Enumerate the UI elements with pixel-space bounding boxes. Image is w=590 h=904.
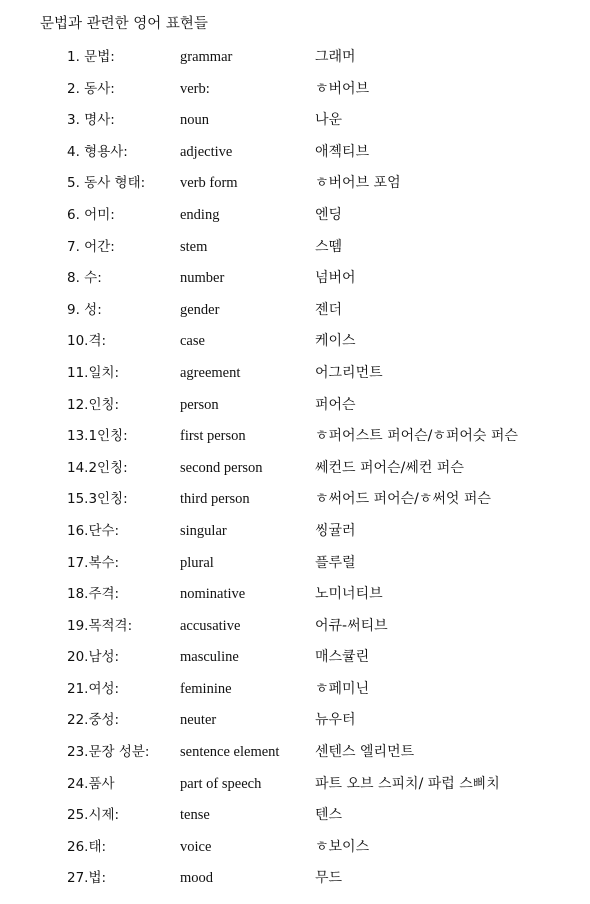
pronunciation: 넘버어 [315, 270, 356, 287]
english-term: feminine [180, 680, 232, 697]
korean-term: 9. 성: [67, 301, 102, 318]
korean-term: 8. 수: [67, 270, 102, 287]
pronunciation: 쎄컨드 퍼어슨/쎄컨 퍼슨 [315, 459, 464, 476]
pronunciation: 어큐-써티브 [315, 617, 388, 634]
pronunciation: ㅎ보이스 [315, 838, 370, 855]
korean-term: 15.3인칭: [67, 491, 128, 508]
list-item [0, 327, 590, 359]
list-item [0, 106, 590, 138]
english-term: second person [180, 459, 263, 476]
korean-term: 17.복수: [67, 554, 120, 571]
list-item [0, 864, 590, 896]
english-term: grammar [180, 49, 233, 65]
pronunciation: 무드 [315, 870, 343, 887]
korean-term: 24.품사 [67, 775, 115, 792]
english-term: voice [180, 838, 212, 855]
list-item [0, 833, 590, 865]
english-term: verb: [180, 80, 210, 97]
korean-term: 26.태: [67, 838, 107, 855]
korean-term: 11.일치: [67, 364, 120, 381]
korean-term: 16.단수: [67, 522, 120, 539]
pronunciation: 노미너티브 [315, 586, 383, 603]
pronunciation: 케이스 [315, 333, 356, 350]
korean-term: 12.인칭: [67, 396, 120, 413]
korean-term: 19.목적격: [67, 617, 133, 634]
english-term: number [180, 270, 225, 287]
english-term: sentence element [180, 744, 280, 761]
list-item [0, 43, 590, 75]
pronunciation: ㅎ버어브 포엄 [315, 175, 401, 192]
list-item [0, 454, 590, 486]
pronunciation: 씽귤러 [315, 522, 356, 539]
english-term: case [180, 333, 205, 350]
korean-term: 13.1인칭: [67, 428, 128, 445]
english-term: masculine [180, 649, 239, 666]
list-item [0, 675, 590, 707]
list-item [0, 264, 590, 296]
korean-term: 21.여성: [67, 680, 120, 697]
list-item [0, 201, 590, 233]
pronunciation: ㅎ버어브 [315, 80, 370, 97]
list-item [0, 580, 590, 612]
english-term: adjective [180, 143, 233, 160]
korean-term: 22.중성: [67, 712, 120, 729]
korean-term: 20.남성: [67, 649, 120, 666]
pronunciation: 퍼어슨 [315, 396, 356, 413]
english-term: nominative [180, 586, 246, 603]
korean-term: 2. 동사: [67, 80, 115, 97]
english-term: third person [180, 491, 250, 508]
pronunciation: 매스큘린 [315, 649, 370, 666]
pronunciation: 그래머 [315, 49, 356, 65]
korean-term: 4. 형용사: [67, 143, 128, 160]
korean-term: 5. 동사 형태: [67, 175, 146, 192]
pronunciation: 텐스 [315, 807, 343, 824]
pronunciation: ㅎ퍼어스트 퍼어슨/ㅎ퍼어슷 퍼슨 [315, 428, 518, 445]
english-term: part of speech [180, 775, 262, 792]
korean-term: 7. 어간: [67, 238, 115, 255]
list-item [0, 391, 590, 423]
english-term: ending [180, 206, 220, 223]
pronunciation: 어그리먼트 [315, 364, 383, 381]
korean-term: 25.시제: [67, 807, 120, 824]
list-item [0, 612, 590, 644]
pronunciation: ㅎ페미닌 [315, 680, 370, 697]
list-item [0, 359, 590, 391]
english-term: singular [180, 522, 227, 539]
list-item [0, 643, 590, 675]
list-item [0, 517, 590, 549]
korean-term: 23.문장 성분: [67, 744, 150, 761]
page-title: 문법과 관련한 영어 표현들 [40, 16, 208, 32]
pronunciation: 스뗌 [315, 238, 343, 255]
english-term: first person [180, 428, 246, 445]
list-item [0, 75, 590, 107]
english-term: verb form [180, 175, 238, 192]
pronunciation: 엔딩 [315, 206, 343, 223]
list-item [0, 169, 590, 201]
pronunciation: 뉴우터 [315, 712, 356, 729]
list-item [0, 422, 590, 454]
korean-term: 27.법: [67, 870, 107, 887]
list-item [0, 801, 590, 833]
pronunciation: 센텐스 엘리먼트 [315, 744, 415, 761]
english-term: gender [180, 301, 220, 318]
english-term: stem [180, 238, 208, 255]
korean-term: 1. 문법: [67, 49, 115, 65]
list-item [0, 549, 590, 581]
term-list [0, 43, 590, 896]
english-term: neuter [180, 712, 217, 729]
english-term: person [180, 396, 219, 413]
english-term: agreement [180, 364, 241, 381]
korean-term: 6. 어미: [67, 206, 115, 223]
korean-term: 3. 명사: [67, 112, 115, 129]
pronunciation: 애졕티브 [315, 143, 370, 160]
english-term: accusative [180, 617, 241, 634]
pronunciation: 파트 오브 스피치/ 파럽 스삐치 [315, 775, 500, 792]
pronunciation: 나운 [315, 112, 343, 129]
list-item [0, 485, 590, 517]
english-term: tense [180, 807, 210, 824]
english-term: plural [180, 554, 214, 571]
korean-term: 14.2인칭: [67, 459, 128, 476]
list-item [0, 770, 590, 802]
korean-term: 10.격: [67, 333, 107, 350]
pronunciation: 젠더 [315, 301, 343, 318]
list-item [0, 138, 590, 170]
pronunciation: ㅎ써어드 퍼어슨/ㅎ써엇 퍼슨 [315, 491, 491, 508]
list-item [0, 233, 590, 265]
pronunciation: 플루럴 [315, 554, 356, 571]
english-term: noun [180, 112, 209, 129]
english-term: mood [180, 870, 214, 887]
list-item [0, 296, 590, 328]
list-item [0, 738, 590, 770]
list-item [0, 706, 590, 738]
korean-term: 18.주격: [67, 586, 120, 603]
